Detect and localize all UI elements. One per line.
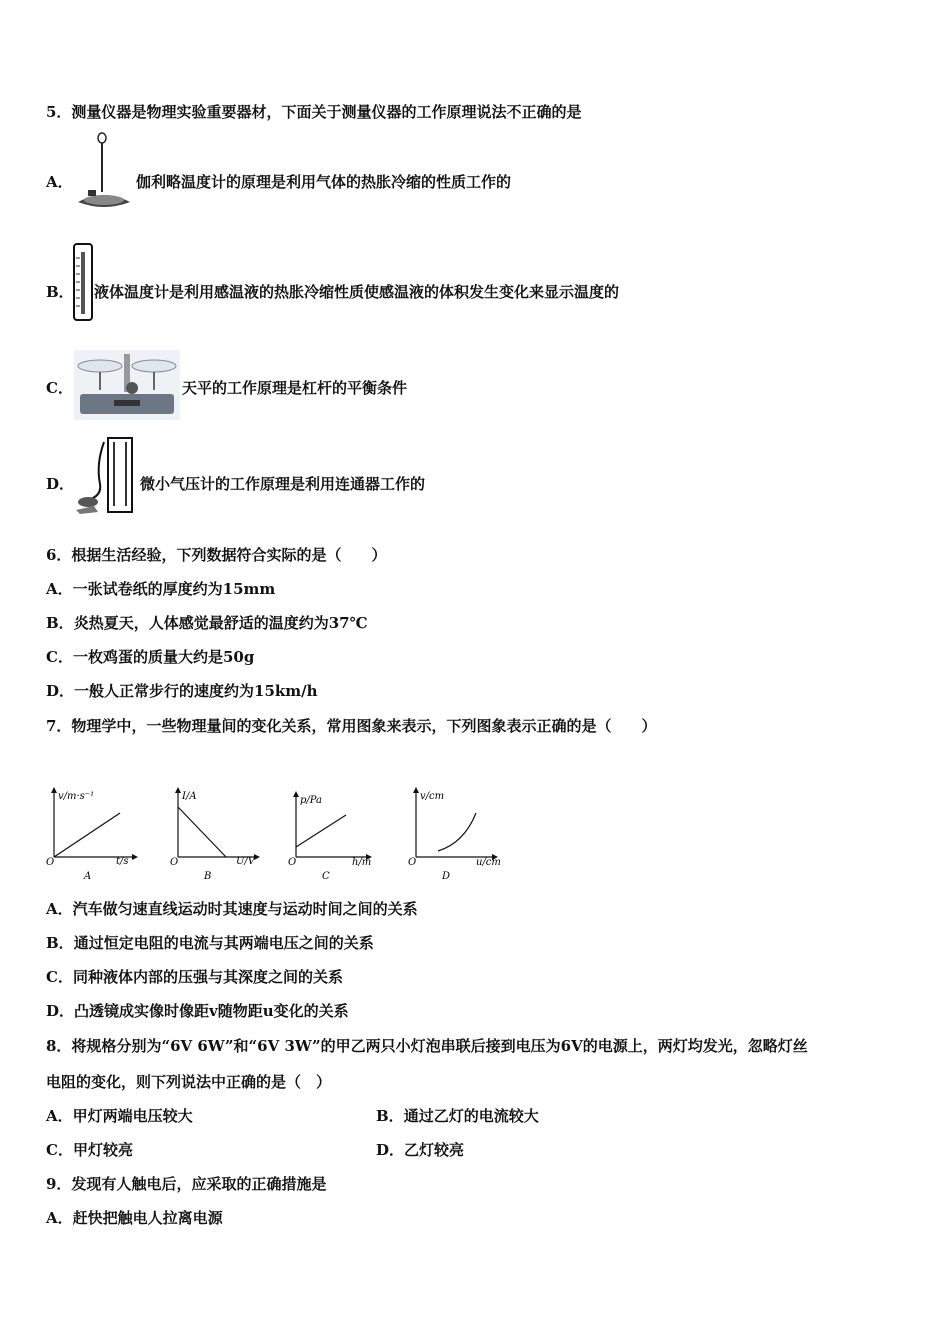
q8-option-a: A．甲灯两端电压较大 <box>46 1107 193 1125</box>
q6-stem: 6．根据生活经验，下列数据符合实际的是（ ） <box>46 546 387 564</box>
q7-option-c: C．同种液体内部的压强与其深度之间的关系 <box>46 968 343 986</box>
q5-option-a-label: A． <box>46 173 73 191</box>
q5-option-d-label: D． <box>46 475 75 493</box>
q5-option-c-text: 天平的工作原理是杠杆的平衡条件 <box>182 379 408 397</box>
galileo-thermometer-image <box>74 130 134 212</box>
q6-option-a: A．一张试卷纸的厚度约为15mm <box>46 580 276 598</box>
q5-stem: 5．测量仪器是物理实验重要器材，下面关于测量仪器的工作原理说法不正确的是 <box>46 103 582 121</box>
graph-d <box>408 787 501 882</box>
q9-stem: 9．发现有人触电后，应采取的正确措施是 <box>46 1175 327 1193</box>
q5-option-c-label: C． <box>46 379 73 397</box>
q7-stem: 7．物理学中，一些物理量间的变化关系，常用图象来表示，下列图象表示正确的是（ ） <box>46 717 657 735</box>
graph-a <box>46 787 138 882</box>
graph-c-xlabel: h/m <box>352 857 372 868</box>
balance-scale-image <box>74 350 180 420</box>
q7-option-a: A．汽车做匀速直线运动时其速度与运动时间之间的关系 <box>46 900 418 918</box>
micro-manometer-image <box>74 434 138 516</box>
graph-a-ylabel: v/m·s⁻¹ <box>58 791 95 802</box>
graph-c-origin: O <box>288 857 297 868</box>
q6-option-d: D．一般人正常步行的速度约为15km/h <box>46 682 318 700</box>
graph-b-origin: O <box>170 857 179 868</box>
q5-option-b-label: B． <box>46 283 74 301</box>
graph-c-caption: C <box>322 871 330 882</box>
graph-a-origin: O <box>46 857 55 868</box>
q7-option-b: B．通过恒定电阻的电流与其两端电压之间的关系 <box>46 934 374 952</box>
graph-c <box>288 791 372 882</box>
q9-option-a: A．赶快把触电人拉离电源 <box>46 1209 223 1227</box>
q5-option-a-text: 伽利略温度计的原理是利用气体的热胀冷缩的性质工作的 <box>136 173 512 191</box>
q6-option-b: B．炎热夏天，人体感觉最舒适的温度约为37℃ <box>46 614 368 632</box>
q5-option-b-text: 液体温度计是利用感温液的热胀冷缩性质使感温液的体积发生变化来显示温度的 <box>94 283 620 301</box>
graph-d-origin: O <box>408 857 417 868</box>
q7-option-d: D．凸透镜成实像时像距v随物距u变化的关系 <box>46 1002 349 1020</box>
q8-stem-line2: 电阻的变化，则下列说法中正确的是（ ） <box>46 1073 332 1091</box>
q8-option-b: B．通过乙灯的电流较大 <box>376 1107 539 1125</box>
q6-option-c: C．一枚鸡蛋的质量大约是50g <box>46 648 255 666</box>
graph-d-xlabel: u/cm <box>476 857 501 868</box>
q8-option-d: D．乙灯较亮 <box>376 1141 465 1159</box>
graph-d-caption: D <box>442 871 451 882</box>
graph-b-xlabel: U/V <box>236 856 256 867</box>
graph-b-ylabel: I/A <box>182 791 197 802</box>
graph-b-caption: B <box>204 871 212 882</box>
q5-option-d-text: 微小气压计的工作原理是利用连通器工作的 <box>140 475 426 493</box>
graph-d-ylabel: v/cm <box>420 791 445 802</box>
q8-stem-line1: 8．将规格分别为“6V 6W”和“6V 3W”的甲乙两只小灯泡串联后接到电压为6V的电源上，两灯均发光，忽略灯丝 <box>46 1037 808 1055</box>
q7-graphs <box>40 785 520 885</box>
q8-option-c: C．甲灯较亮 <box>46 1141 133 1159</box>
liquid-thermometer-image <box>72 242 94 322</box>
graph-a-caption: A <box>84 871 92 882</box>
graph-c-ylabel: p/Pa <box>300 795 323 806</box>
graph-b <box>170 787 260 882</box>
graph-a-xlabel: t/s <box>116 856 129 867</box>
